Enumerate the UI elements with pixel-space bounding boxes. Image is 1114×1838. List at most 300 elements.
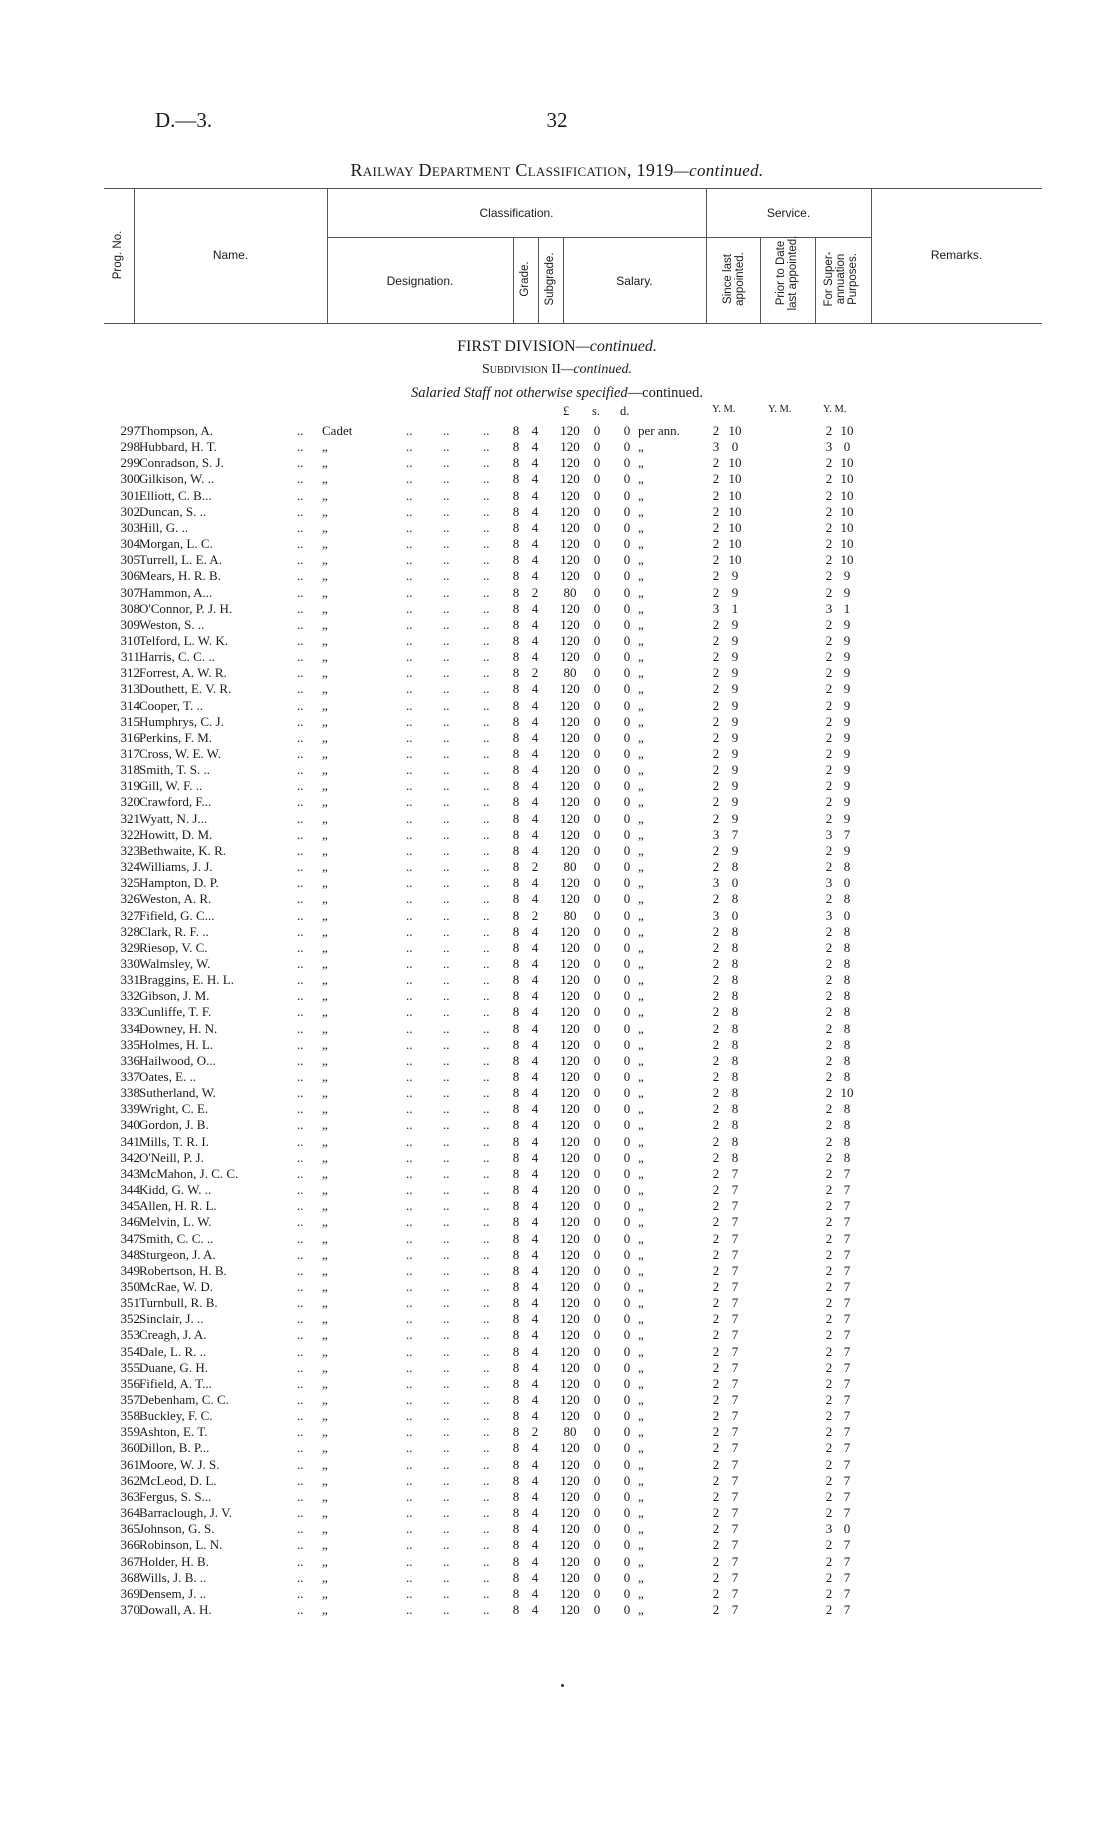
table-row [0,1473,1114,1489]
salary-shillings: 0 [593,794,601,810]
salary-shillings: 0 [593,1101,601,1117]
leader-dots: .. [443,859,450,875]
since-years: 3 [712,875,720,891]
staff-name: Holmes, H. L. [139,1036,214,1052]
subgrade: 4 [531,810,539,826]
super-months: 0 [843,1521,851,1537]
since-months: 8 [731,988,739,1004]
super-months: 8 [843,955,851,971]
salary-period: „ [638,1085,644,1101]
leader-dots: .. [297,1488,304,1504]
since-months: 9 [731,746,739,761]
header-grade: Grade. [519,261,531,297]
prog-no: 369 [120,1585,140,1601]
leader-dots: .. [406,1246,413,1262]
staff-name: Conradson, S. J. [139,455,224,471]
leader-dots: .. [483,1553,490,1569]
table-row [0,1117,1114,1133]
salary-period: „ [638,842,644,858]
staff-suffix: —continued. [627,385,703,401]
prog-no: 303 [120,519,140,535]
super-years: 2 [825,988,833,1004]
leader-dots: .. [483,1359,490,1375]
super-months: 9 [843,568,851,584]
leader-dots: .. [406,455,413,471]
super-months: 7 [843,1343,851,1359]
subgrade: 2 [531,665,539,681]
table-row [0,1021,1114,1037]
leader-dots: .. [483,1165,490,1181]
salary-period: „ [638,439,644,455]
super-years: 2 [825,1246,833,1262]
grade: 8 [512,423,520,438]
salary-pence: 0 [623,1424,631,1440]
since-months: 8 [731,1101,739,1117]
subgrade: 4 [531,729,539,745]
subgrade: 4 [531,697,539,713]
leader-dots: .. [297,1359,304,1375]
running-title-main: Railway Department Classification, 1919 [350,160,674,180]
staff-name: Perkins, F. M. [139,729,212,745]
leader-dots: .. [297,455,304,471]
leader-dots: .. [297,1198,304,1214]
super-months: 9 [843,616,851,632]
leader-dots: .. [483,1521,490,1537]
salary-pence: 0 [623,859,631,875]
since-months: 9 [731,584,739,600]
salary-shillings: 0 [593,423,601,438]
since-years: 2 [712,1052,720,1068]
since-years: 2 [712,891,720,907]
super-months: 9 [843,697,851,713]
leader-dots: .. [483,1392,490,1407]
leader-dots: .. [406,439,413,455]
super-months: 9 [843,729,851,745]
leader-dots: .. [483,1375,490,1391]
unit-pence: d. [620,404,630,418]
super-years: 2 [825,1262,833,1278]
salary-shillings: 0 [593,1295,601,1311]
salary-pounds: 120 [560,1117,580,1133]
super-months: 7 [843,1327,851,1343]
subgrade: 4 [531,988,539,1004]
leader-dots: .. [483,1440,490,1456]
grade: 8 [512,439,520,455]
super-months: 7 [843,1262,851,1278]
salary-shillings: 0 [593,503,601,519]
since-years: 2 [712,762,720,778]
prog-no: 335 [120,1036,140,1052]
since-months: 0 [731,439,739,455]
since-months: 8 [731,859,739,875]
super-years: 2 [825,1020,833,1036]
salary-shillings: 0 [593,584,601,600]
subgrade: 4 [531,1004,539,1020]
salary-period: per ann. [638,423,680,438]
leader-dots: .. [443,1278,450,1294]
super-years: 2 [825,842,833,858]
staff-title: Salaried Staff not otherwise specified [411,385,628,401]
header-remarks: Remarks. [930,248,983,262]
salary-shillings: 0 [593,697,601,713]
salary-period: „ [638,1521,644,1537]
staff-name: Wright, C. E. [139,1101,209,1117]
since-months: 7 [731,1375,739,1391]
super-years: 3 [825,439,833,455]
leader-dots: .. [443,1601,450,1617]
leader-dots: .. [406,746,413,761]
salary-shillings: 0 [593,600,601,616]
leader-dots: .. [297,1052,304,1068]
salary-period: „ [638,600,644,616]
leader-dots: .. [443,891,450,907]
salary-period: „ [638,1069,644,1084]
prog-no: 344 [120,1182,140,1198]
staff-name: O'Neill, P. J. [139,1149,204,1165]
salary-shillings: 0 [593,907,601,923]
table-row [0,1457,1114,1473]
salary-pence: 0 [623,519,631,535]
leader-dots: .. [483,681,490,697]
leader-dots: .. [483,649,490,665]
table-row [0,1198,1114,1214]
super-months: 10 [840,519,854,535]
grade: 8 [512,1505,520,1521]
super-years: 2 [825,1327,833,1343]
since-months: 7 [731,1327,739,1343]
salary-pence: 0 [623,1165,631,1181]
grade: 8 [512,842,520,858]
leader-dots: .. [483,1052,490,1068]
leader-dots: .. [443,697,450,713]
prog-no: 336 [120,1052,140,1068]
super-years: 2 [825,1004,833,1020]
leader-dots: .. [406,713,413,729]
grade: 8 [512,649,520,665]
salary-pounds: 120 [560,1262,580,1278]
salary-pence: 0 [623,1214,631,1230]
salary-pence: 0 [623,907,631,923]
leader-dots: .. [297,1327,304,1343]
grade: 8 [512,519,520,535]
table-row [0,439,1114,455]
salary-pence: 0 [623,1343,631,1359]
salary-period: „ [638,955,644,971]
leader-dots: .. [483,729,490,745]
leader-dots: .. [443,842,450,858]
leader-dots: .. [406,1408,413,1424]
since-months: 8 [731,1069,739,1084]
table-row [0,698,1114,714]
grade: 8 [512,1020,520,1036]
leader-dots: .. [483,1424,490,1440]
since-years: 2 [712,746,720,761]
salary-period: „ [638,519,644,535]
table-row [0,1231,1114,1247]
table-row [0,1586,1114,1602]
staff-name: Fergus, S. S... [139,1488,212,1504]
since-months: 9 [731,778,739,794]
leader-dots: .. [297,632,304,648]
leader-dots: .. [406,1585,413,1601]
since-months: 10 [728,471,742,487]
salary-pounds: 120 [560,1278,580,1294]
since-years: 2 [712,1488,720,1504]
salary-shillings: 0 [593,1505,601,1521]
salary-period: „ [638,1488,644,1504]
leader-dots: .. [297,859,304,875]
since-months: 7 [731,1311,739,1327]
salary-shillings: 0 [593,826,601,842]
leader-dots: .. [483,891,490,907]
subgrade: 4 [531,487,539,503]
salary-shillings: 0 [593,923,601,939]
table-row [0,665,1114,681]
leader-dots: .. [297,842,304,858]
salary-period: „ [638,988,644,1004]
salary-pence: 0 [623,891,631,907]
prog-no: 345 [120,1198,140,1214]
salary-shillings: 0 [593,842,601,858]
since-years: 2 [712,1101,720,1117]
prog-no: 340 [120,1117,140,1133]
subgrade: 4 [531,568,539,584]
leader-dots: .. [443,1359,450,1375]
leader-dots: .. [297,810,304,826]
since-years: 2 [712,552,720,568]
super-years: 2 [825,1601,833,1617]
table-row [0,956,1114,972]
since-months: 10 [728,519,742,535]
leader-dots: .. [483,762,490,778]
subgrade: 4 [531,1585,539,1601]
grade: 8 [512,1182,520,1198]
since-years: 2 [712,1392,720,1407]
salary-pence: 0 [623,1182,631,1198]
salary-pounds: 120 [560,471,580,487]
salary-period: „ [638,471,644,487]
salary-period: „ [638,1311,644,1327]
salary-shillings: 0 [593,1424,601,1440]
super-months: 8 [843,1117,851,1133]
leader-dots: .. [443,681,450,697]
super-months: 7 [843,1488,851,1504]
designation: „ [322,1262,328,1278]
leader-dots: .. [406,487,413,503]
designation: Cadet [322,423,353,438]
grade: 8 [512,1311,520,1327]
staff-name: Smith, T. S. .. [139,762,211,778]
salary-period: „ [638,810,644,826]
since-years: 2 [712,1343,720,1359]
table-row [0,1263,1114,1279]
leader-dots: .. [443,1537,450,1553]
salary-pounds: 120 [560,503,580,519]
since-months: 7 [731,1262,739,1278]
staff-name: Crawford, F... [139,794,212,810]
salary-shillings: 0 [593,1036,601,1052]
salary-shillings: 0 [593,568,601,584]
designation: „ [322,1246,328,1262]
salary-pounds: 120 [560,1488,580,1504]
leader-dots: .. [297,1472,304,1488]
leader-dots: .. [406,1262,413,1278]
leader-dots: .. [483,1505,490,1521]
salary-pence: 0 [623,1488,631,1504]
prog-no: 322 [120,826,140,842]
salary-shillings: 0 [593,729,601,745]
salary-shillings: 0 [593,1085,601,1101]
subgrade: 4 [531,1311,539,1327]
grade: 8 [512,536,520,552]
salary-period: „ [638,681,644,697]
table-row [0,1489,1114,1505]
leader-dots: .. [443,746,450,761]
leader-dots: .. [483,632,490,648]
grade: 8 [512,1117,520,1133]
leader-dots: .. [406,778,413,794]
since-months: 9 [731,697,739,713]
salary-period: „ [638,1456,644,1472]
table-row [0,843,1114,859]
leader-dots: .. [483,600,490,616]
subgrade: 4 [531,423,539,438]
leader-dots: .. [483,794,490,810]
leader-dots: .. [483,713,490,729]
grade: 8 [512,794,520,810]
since-months: 7 [731,1440,739,1456]
since-years: 2 [712,1246,720,1262]
since-months: 8 [731,1052,739,1068]
designation: „ [322,487,328,503]
leader-dots: .. [483,1182,490,1198]
prog-no: 326 [120,891,140,907]
super-years: 2 [825,1117,833,1133]
leader-dots: .. [406,826,413,842]
salary-pounds: 120 [560,1004,580,1020]
salary-pence: 0 [623,649,631,665]
leader-dots: .. [483,939,490,955]
leader-dots: .. [443,1117,450,1133]
salary-pounds: 120 [560,536,580,552]
leader-dots: .. [443,1052,450,1068]
salary-pounds: 120 [560,762,580,778]
super-months: 10 [840,1085,854,1101]
leader-dots: .. [443,584,450,600]
leader-dots: .. [483,923,490,939]
grade: 8 [512,1440,520,1456]
leader-dots: .. [406,1537,413,1553]
staff-name: Robertson, H. B. [139,1262,227,1278]
header-since-last-appointed: Since last appointed. [722,252,746,306]
salary-pence: 0 [623,600,631,616]
leader-dots: .. [443,1020,450,1036]
salary-pounds: 120 [560,1553,580,1569]
table-row [0,778,1114,794]
designation: „ [322,907,328,923]
salary-pounds: 120 [560,1295,580,1311]
leader-dots: .. [297,826,304,842]
since-years: 2 [712,455,720,471]
table-row [0,972,1114,988]
subdivision-title: Subdivision II [481,362,561,377]
leader-dots: .. [297,503,304,519]
since-years: 2 [712,568,720,584]
since-years: 2 [712,632,720,648]
leader-dots: .. [483,1149,490,1165]
designation: „ [322,1392,328,1407]
salary-shillings: 0 [593,1585,601,1601]
since-years: 2 [712,1198,720,1214]
staff-name: Williams, J. J. [139,859,213,875]
leader-dots: .. [483,988,490,1004]
salary-pounds: 120 [560,1020,580,1036]
staff-name: Mears, H. R. B. [139,568,221,584]
subgrade: 4 [531,1392,539,1407]
leader-dots: .. [443,1165,450,1181]
designation: „ [322,616,328,632]
salary-shillings: 0 [593,1488,601,1504]
staff-name: O'Connor, P. J. H. [139,600,233,616]
super-years: 2 [825,1230,833,1246]
leader-dots: .. [297,1182,304,1198]
super-months: 8 [843,1101,851,1117]
super-years: 2 [825,972,833,988]
leader-dots: .. [297,1601,304,1617]
leader-dots: .. [483,1295,490,1311]
subgrade: 4 [531,1085,539,1101]
since-months: 7 [731,1165,739,1181]
leader-dots: .. [483,1278,490,1294]
since-months: 7 [731,1343,739,1359]
super-months: 8 [843,1004,851,1020]
salary-pounds: 120 [560,1133,580,1149]
salary-period: „ [638,1343,644,1359]
since-years: 2 [712,1456,720,1472]
since-years: 2 [712,1408,720,1424]
salary-period: „ [638,1569,644,1585]
grade: 8 [512,1343,520,1359]
leader-dots: .. [297,778,304,794]
designation: „ [322,681,328,697]
super-years: 2 [825,1085,833,1101]
leader-dots: .. [297,972,304,988]
since-months: 7 [731,1569,739,1585]
salary-shillings: 0 [593,713,601,729]
subgrade: 4 [531,552,539,568]
since-years: 2 [712,955,720,971]
designation: „ [322,697,328,713]
subgrade: 4 [531,1117,539,1133]
leader-dots: .. [406,1101,413,1117]
grade: 8 [512,632,520,648]
subgrade: 4 [531,875,539,891]
since-months: 8 [731,1036,739,1052]
since-months: 7 [731,1456,739,1472]
leader-dots: .. [483,439,490,455]
grade: 8 [512,891,520,907]
since-months: 10 [728,536,742,552]
super-months: 10 [840,536,854,552]
staff-name: McRae, W. D. [139,1278,214,1294]
leader-dots: .. [483,955,490,971]
leader-dots: .. [443,665,450,681]
subgrade: 4 [531,1488,539,1504]
leader-dots: .. [297,536,304,552]
designation: „ [322,1521,328,1537]
salary-pence: 0 [623,713,631,729]
designation: „ [322,1004,328,1020]
